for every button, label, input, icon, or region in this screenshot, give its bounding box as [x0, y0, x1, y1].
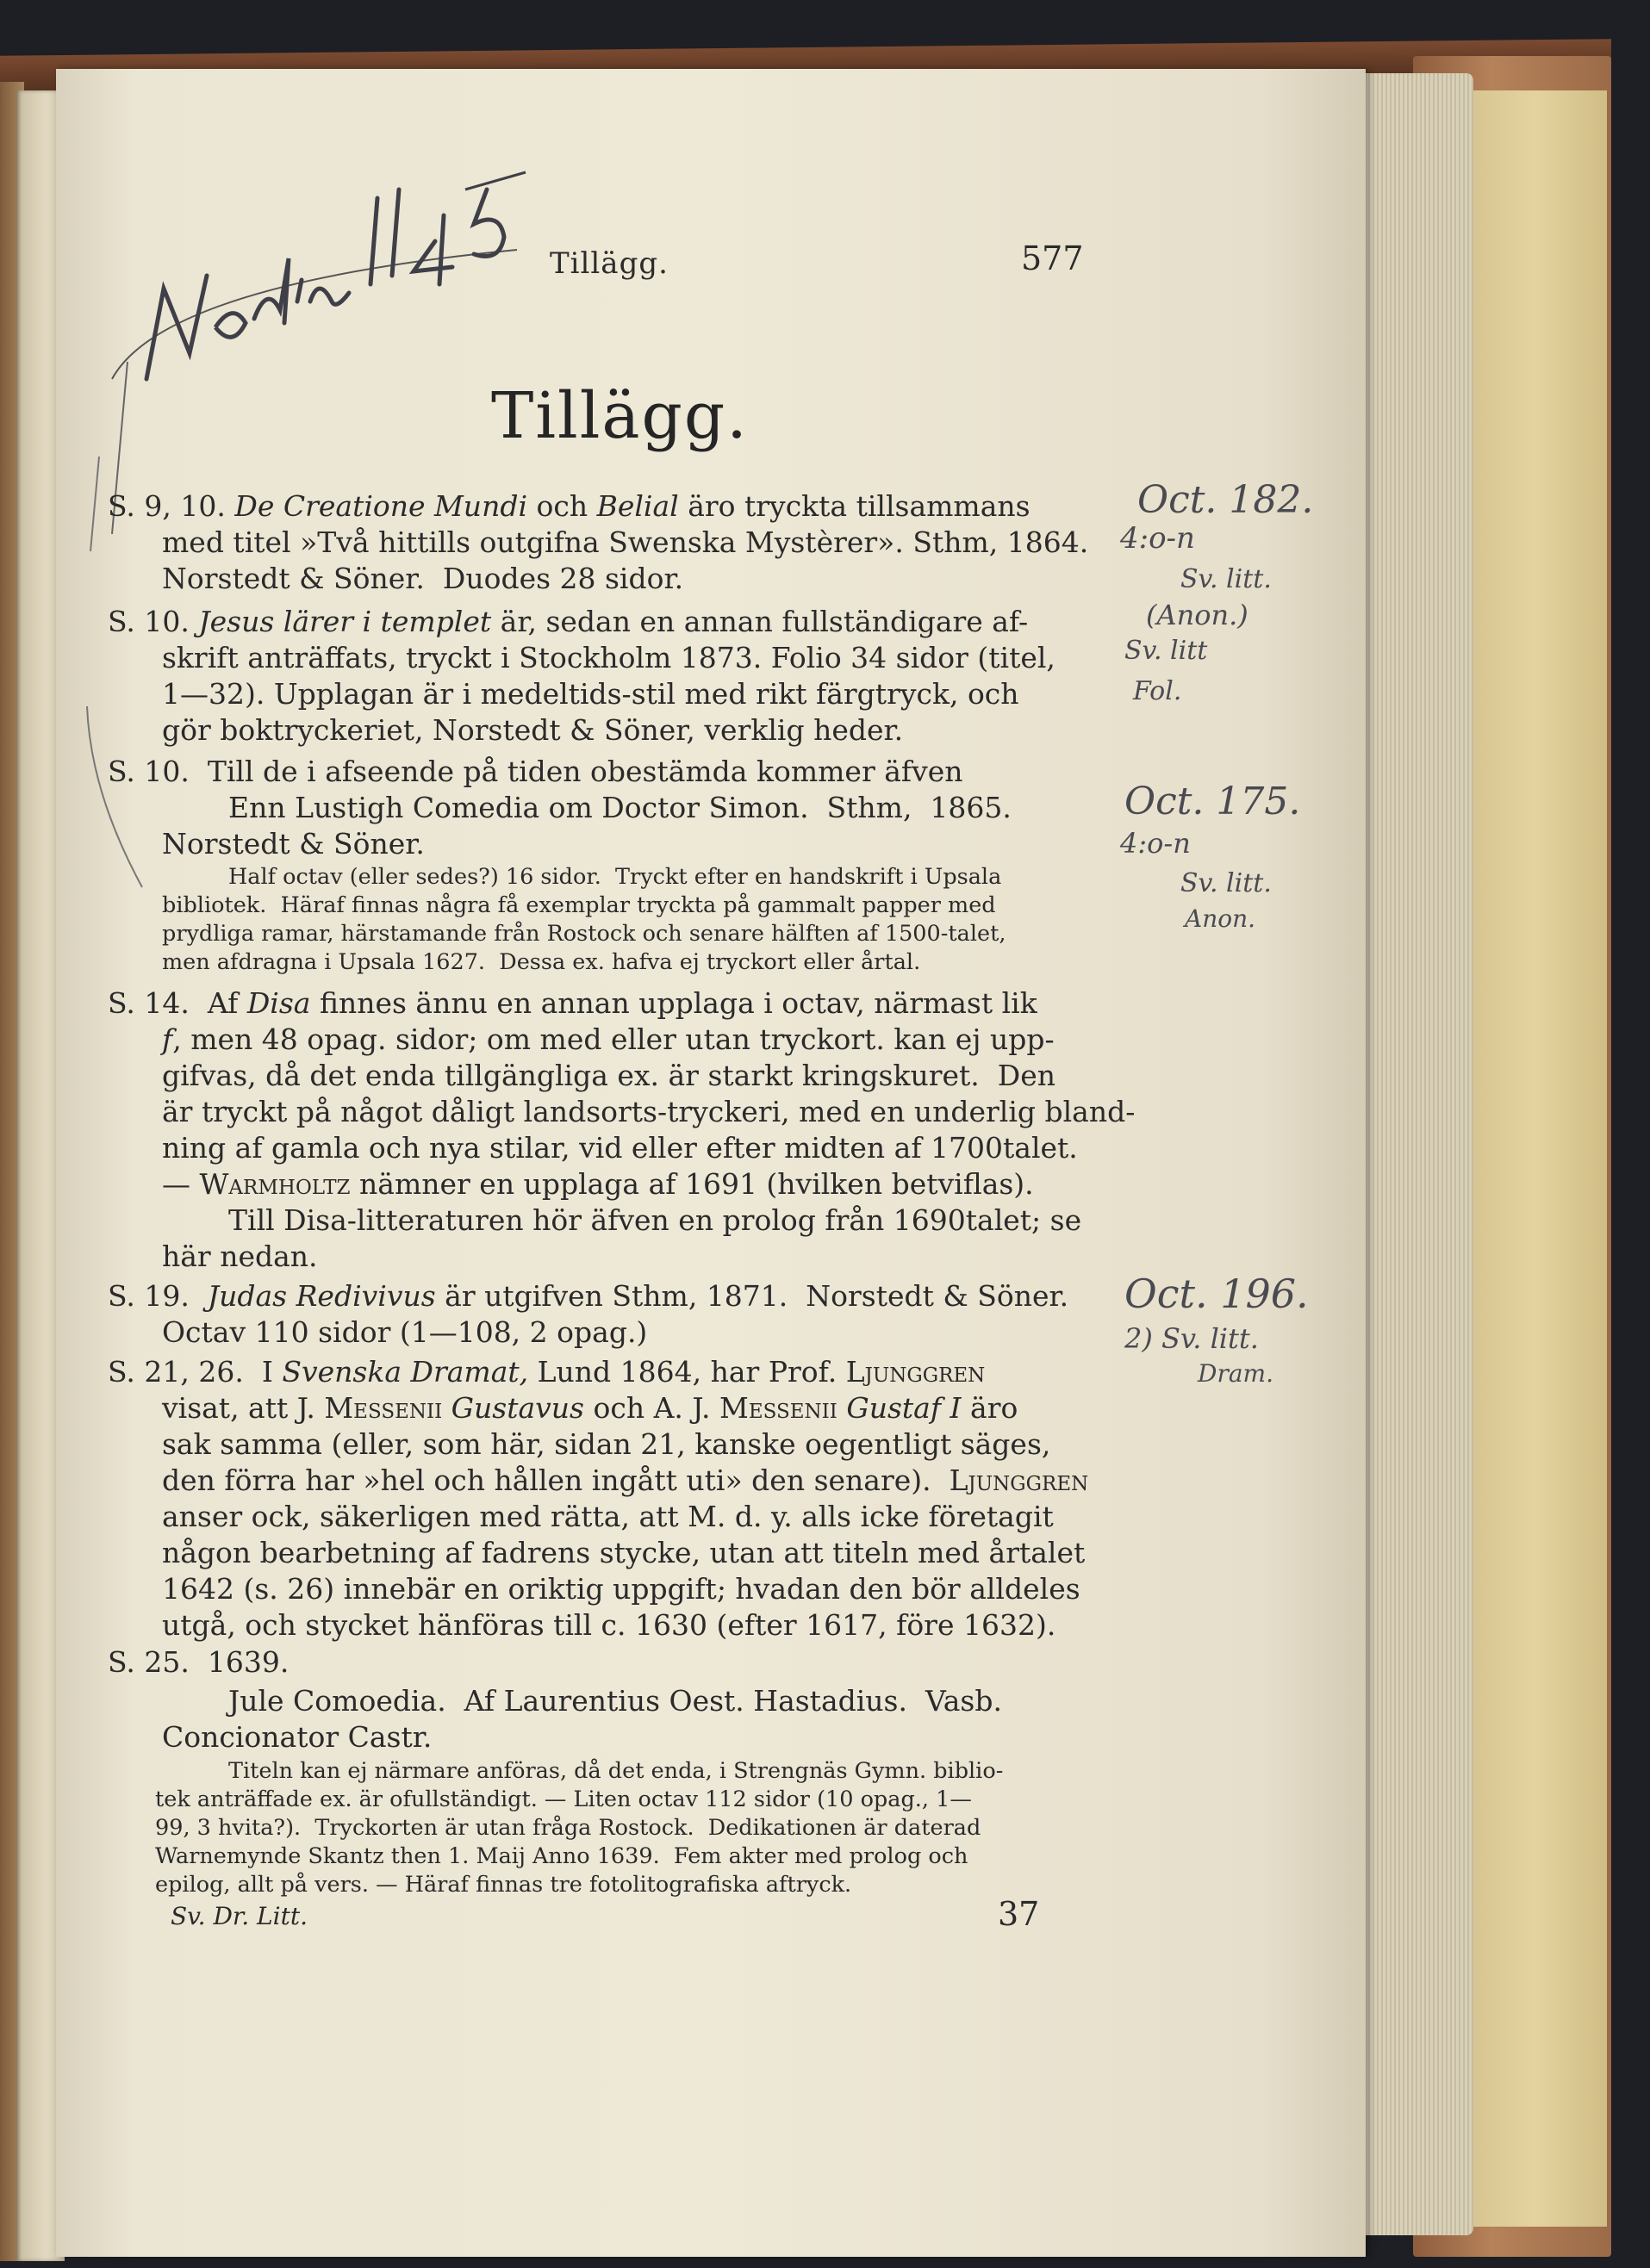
margin-note: 4:o-n: [1120, 827, 1191, 860]
text-line: [108, 489, 1030, 523]
text-run: —: [162, 1167, 200, 1201]
text-line: men afdragna i Upsala 1627. Dessa ex. hafva ej tryckort eller årtal.: [162, 949, 921, 975]
text-run: , men 48 opag. sidor; om med eller utan tryckort. kan ej upp-: [172, 1022, 1055, 1056]
author-name: Messenii: [719, 1391, 837, 1425]
text-line: [162, 1463, 1088, 1497]
margin-note: 4:o-n: [1120, 521, 1195, 556]
italic-title: Svenska Dramat,: [282, 1355, 529, 1389]
text-line: Half octav (eller sedes?) 16 sidor. Tryckt efter en handskrift i Upsala: [228, 864, 1002, 890]
italic-title: Judas Redivivus: [207, 1279, 436, 1313]
italic-title: Belial: [596, 489, 679, 523]
text-line: 99, 3 hvita?). Tryckorten är utan fråga Rostock. Dedikationen är daterad: [155, 1815, 981, 1841]
endpaper: [1465, 90, 1607, 2227]
text-run: den förra har »hel och hållen ingått uti» den senare).: [162, 1463, 950, 1497]
author-name: Ljunggren: [845, 1355, 986, 1389]
text-line: gör boktryckeriet, Norstedt & Söner, verklig heder.: [162, 713, 904, 747]
margin-note: Oct. 175.: [1124, 780, 1301, 823]
text-run: visat, att J.: [162, 1391, 325, 1425]
text-run: äro tryckta tillsammans: [678, 489, 1030, 523]
text-line: anser ock, säkerligen med rätta, att M. d. y. alls icke företagit: [162, 1500, 1054, 1533]
text-run: S. 10.: [108, 605, 199, 638]
page-edges: [1353, 73, 1473, 2235]
text-line: [108, 605, 1028, 638]
margin-note: 2) Sv. litt.: [1124, 1322, 1259, 1355]
text-run: och A. J.: [584, 1391, 720, 1425]
margin-note: Sv. litt.: [1180, 564, 1272, 594]
text-line: Till Disa-litteraturen hör äfven en prolog från 1690talet; se: [228, 1203, 1082, 1237]
handwritten-shelfmark: [86, 155, 534, 534]
text-run: äro: [961, 1391, 1018, 1425]
text-line: S. 10. Till de i afseende på tiden obestämda kommer äfven: [108, 755, 963, 788]
text-line: 1642 (s. 26) innebär en oriktig uppgift; hvadan den bör alldeles: [162, 1572, 1080, 1606]
text-run: och: [527, 489, 597, 523]
text-run: S. 9, 10.: [108, 489, 235, 523]
margin-note: Fol.: [1133, 676, 1182, 706]
text-line: med titel »Två hittills outgifna Swenska Mystèrer». Sthm, 1864.: [162, 525, 1089, 559]
text-line: Jule Comoedia. Af Laurentius Oest. Hastadius. Vasb.: [228, 1684, 1002, 1718]
text-line: [162, 1022, 1055, 1056]
text-line: [162, 1391, 1018, 1425]
italic-title: f: [162, 1022, 173, 1056]
text-run: [442, 1391, 451, 1425]
text-line: bibliotek. Häraf finnas några få exemplar tryckta på gammalt papper med: [162, 892, 996, 918]
margin-note: Anon.: [1185, 904, 1256, 933]
author-name: Ljunggren: [949, 1463, 1089, 1497]
text-line: [108, 986, 1037, 1020]
text-run: S. 19.: [108, 1279, 208, 1313]
text-line: [108, 1279, 1068, 1313]
text-line: Norstedt & Söner. Duodes 28 sidor.: [162, 562, 684, 595]
text-run: [837, 1391, 847, 1425]
text-line: Octav 110 sidor (1—108, 2 opag.): [162, 1315, 648, 1349]
text-line: [108, 1355, 985, 1389]
text-line: [162, 1167, 1034, 1201]
text-line: utgå, och stycket hänföras till c. 1630 (efter 1617, före 1632).: [162, 1608, 1056, 1642]
author-name: Messenii: [324, 1391, 443, 1425]
margin-note: Sv. litt.: [1180, 868, 1272, 898]
sheet-number: 37: [998, 1895, 1040, 1933]
text-run: S. 14. Af: [108, 986, 247, 1020]
text-run: är utgifven Sthm, 1871. Norstedt & Söner.: [435, 1279, 1069, 1313]
text-line: epilog, allt på vers. — Häraf finnas tre fotolitografiska aftryck.: [155, 1872, 852, 1898]
text-line: någon bearbetning af fadrens stycke, utan att titeln med årtalet: [162, 1536, 1086, 1569]
text-line: Concionator Castr.: [162, 1720, 433, 1754]
margin-note: (Anon.): [1146, 599, 1248, 631]
text-line: Enn Lustigh Comedia om Doctor Simon. Sthm, 1865.: [228, 791, 1012, 824]
running-head-title: Tillägg.: [550, 246, 669, 281]
author-name: Warmholtz: [199, 1167, 351, 1201]
text-line: ning af gamla och nya stilar, vid eller efter midten af 1700talet.: [162, 1131, 1078, 1165]
text-line: skrift anträffats, tryckt i Stockholm 1873. Folio 34 sidor (titel,: [162, 641, 1055, 674]
text-line: sak samma (eller, som här, sidan 21, kanske oegentligt säges,: [162, 1427, 1051, 1461]
text-line: tek anträffade ex. är ofullständigt. — Liten octav 112 sidor (10 opag., 1—: [155, 1786, 972, 1812]
italic-title: Disa: [246, 986, 311, 1020]
text-line: S. 25. 1639.: [108, 1645, 290, 1679]
page-number: 577: [1021, 239, 1084, 277]
text-line: gifvas, då det enda tillgängliga ex. är starkt kringskuret. Den: [162, 1059, 1056, 1092]
signature-mark: Sv. Dr. Litt.: [171, 1902, 308, 1930]
margin-note: Oct. 196.: [1124, 1271, 1309, 1317]
margin-note: Sv. litt: [1124, 636, 1208, 666]
text-run: Lund 1864, har Prof.: [528, 1355, 846, 1389]
text-line: Warnemynde Skantz then 1. Maij Anno 1639. Fem akter med prolog och: [155, 1843, 968, 1869]
text-line: Norstedt & Söner.: [162, 827, 425, 861]
italic-title: Jesus lärer i templet: [198, 605, 492, 638]
margin-note: Dram.: [1198, 1359, 1273, 1388]
text-run: är, sedan en annan fullständigare af-: [491, 605, 1029, 638]
text-run: nämner en upplaga af 1691 (hvilken betviflas).: [350, 1167, 1034, 1201]
section-title: Tillägg.: [491, 379, 749, 453]
text-run: S. 21, 26. I: [108, 1355, 283, 1389]
text-line: 1—32). Upplagan är i medeltids-stil med rikt färgtryck, och: [162, 677, 1019, 711]
italic-title: Gustavus: [451, 1391, 584, 1425]
text-line: Titeln kan ej närmare anföras, då det enda, i Strengnäs Gymn. biblio-: [228, 1758, 1004, 1784]
italic-title: Gustaf I: [846, 1391, 962, 1425]
italic-title: De Creatione Mundi: [234, 489, 527, 523]
margin-note: Oct. 182.: [1137, 478, 1314, 522]
text-line: prydliga ramar, härstamande från Rostock och senare hälften af 1500-talet,: [162, 921, 1006, 947]
text-line: är tryckt på något dåligt landsorts-tryckeri, med en underlig bland-: [162, 1095, 1136, 1128]
text-run: finnes ännu en annan upplaga i octav, närmast lik: [310, 986, 1037, 1020]
text-line: här nedan.: [162, 1240, 318, 1273]
